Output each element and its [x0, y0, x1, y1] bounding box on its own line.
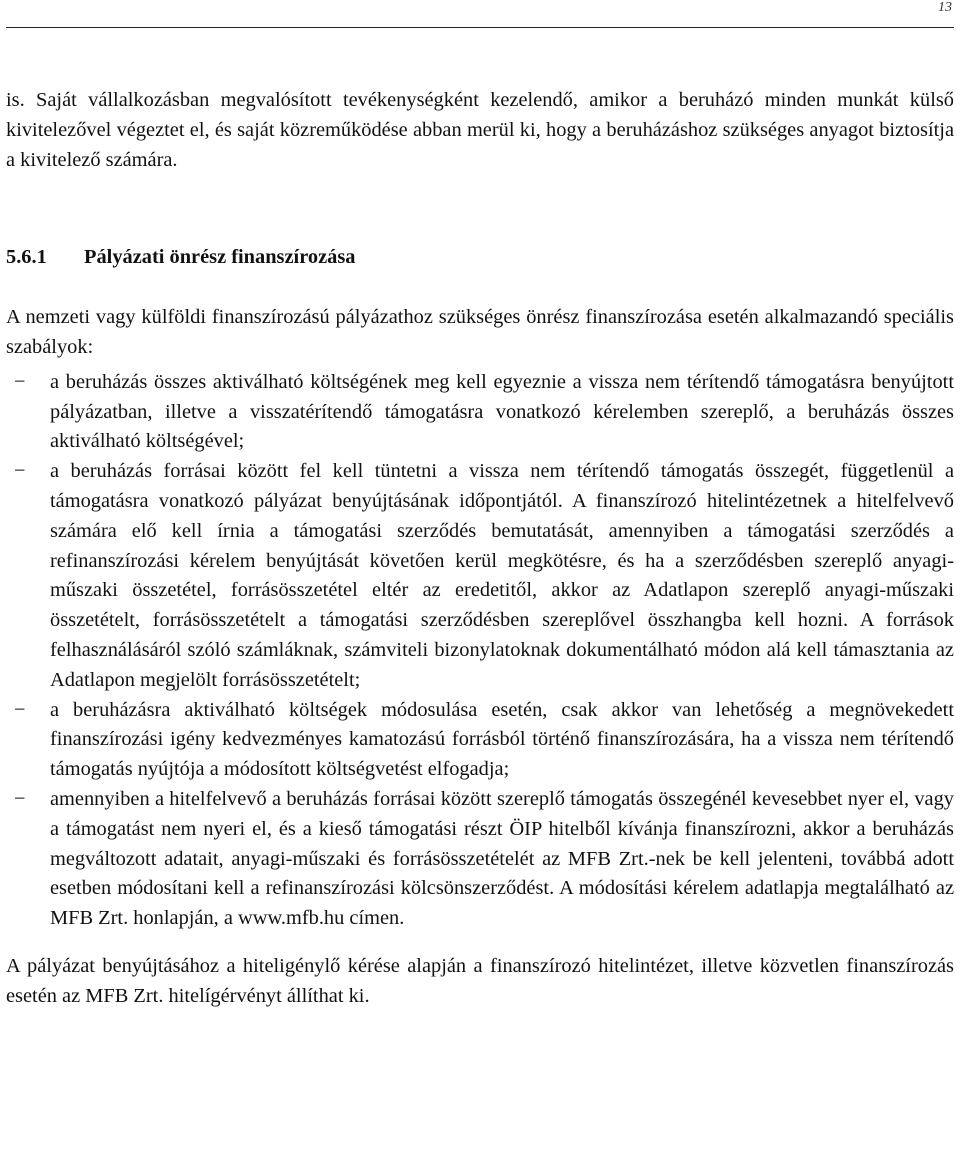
section-title: Pályázati önrész finanszírozása: [84, 246, 356, 269]
list-item-text: a beruházásra aktiválható költségek módosulása esetén, csak akkor van lehetőség a megnövekedett finanszírozási igény kedvezményes kamatozású forrásból történő finanszírozására, ha a vissza nem térítendő támogatás nyújtója a módosított költségvetést elfogadja;: [50, 698, 954, 781]
bullet-dash: −: [14, 370, 26, 393]
list-item: [6, 368, 954, 457]
section-number: 5.6.1: [6, 246, 47, 269]
list-item: [6, 696, 954, 785]
bullet-dash: −: [14, 787, 26, 810]
header-rule: [6, 27, 954, 28]
intro-paragraph: A nemzeti vagy külföldi finanszírozású pályázathoz szükséges önrész finanszírozása esetén alkalmazandó speciális szabályok:: [6, 306, 954, 358]
list-item: [6, 457, 954, 695]
section-heading: [6, 243, 954, 273]
rules-list: [6, 368, 954, 934]
bullet-dash: −: [14, 460, 26, 483]
closing-paragraph: A pályázat benyújtásához a hiteligénylő kérése alapján a finanszírozó hitelintézet, illetve közvetlen finanszírozás esetén az MFB Zrt. hitelígérvényt állíthat ki.: [6, 954, 954, 1007]
page-number: 13: [938, 0, 952, 15]
list-item-text: a beruházás összes aktiválható költségének meg kell egyeznie a vissza nem térítendő támogatásra benyújtott pályázatban, illetve a visszatérítendő támogatásra vonatkozó kérelemben szereplő, a beruházás összes aktiválható költségével;: [50, 370, 954, 453]
intro-item-text: is. Saját vállalkozásban megvalósított tevékenységként kezelendő, amikor a beruházó minden munkát külső kivitelezővel végeztet el, és saját közreműködése abban merül ki, hogy a beruházáshoz szükséges anyagot biztosítja a kivitelező számára.: [6, 89, 954, 171]
list-item: [6, 785, 954, 934]
document-body: [6, 86, 954, 1012]
list-item-text: a beruházás forrásai között fel kell tüntetni a vissza nem térítendő támogatás összegét, függetlenül a támogatásra vonatkozó pályázat benyújtásának időpontjától. A finanszírozó hitelintézetnek a hitelfelvevő számára elő kell írnia a támogatási szerződés bemutatását, amennyiben a támogatási szerződés a refinanszírozási kérelem benyújtását követően kerül megkötésre, és ha a szerződésben szereplő anyagi-műszaki összetétel, forrásösszetétel eltér az eredetitől, akkor az Adatlapon szereplő anyagi-műszaki összetételt, forrásösszetételt a támogatási szerződésben szereplővel összhangba kell hozni. A források felhasználásáról szóló számláknak, számviteli bizonylatoknak dokumentálható módon alá kell támasztania az Adatlapon megjelölt forrásösszetételt;: [50, 460, 954, 691]
list-item-text: amennyiben a hitelfelvevő a beruházás forrásai között szereplő támogatás összegénél kevesebbet nyer el, vagy a támogatást nem nyeri el, és a kieső támogatási részt ÖIP hitelből kívánja finanszírozni, akkor a beruházás megváltozott adatait, anyagi-műszaki és forrásösszetételét az MFB Zrt.-nek be kell jelenteni, továbbá adott esetben módosítani kell a refinanszírozási kölcsönszerződést. A módosítási kérelem adatlapja megtalálható az MFB Zrt. honlapján, a www.mfb.hu címen.: [50, 787, 954, 930]
bullet-dash: −: [14, 698, 26, 721]
